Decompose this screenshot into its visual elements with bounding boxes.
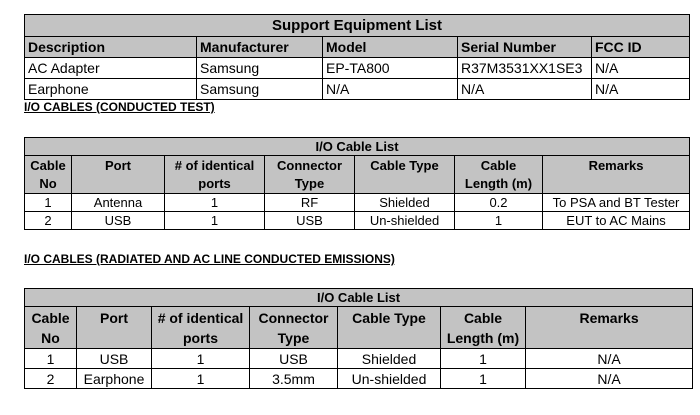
table-row [25,212,690,230]
column-header-cable-length: Cable Length (m) [441,307,526,349]
table-cell: Earphone [77,369,152,389]
column-header-cable-length: Cable Length (m) [455,156,543,194]
table-cell: EP-TA800 [323,58,458,79]
cable-list-title: I/O Cable List [25,138,690,156]
table-row [25,194,690,212]
column-header-serial-number: Serial Number [458,37,592,58]
table-cell: 1 [165,212,265,230]
cable-list-conducted-table [24,137,690,230]
table-cell: Earphone [25,79,197,100]
table-cell: EUT to AC Mains [543,212,690,230]
table-cell: Un-shielded [355,212,455,230]
cable-list-radiated-table [24,288,693,389]
table-cell: AC Adapter [25,58,197,79]
table-cell: 1 [152,369,250,389]
table-cell: USB [250,349,338,369]
table-cell: To PSA and BT Tester [543,194,690,212]
column-header-connector-type: Connector Type [250,307,338,349]
table-cell: Un-shielded [338,369,441,389]
column-header-model: Model [323,37,458,58]
column-header-fcc-id: FCC ID [592,37,690,58]
column-header-manufacturer: Manufacturer [197,37,323,58]
table-cell: 2 [25,212,72,230]
column-header-connector-type: Connector Type [265,156,355,194]
table-cell: N/A [592,79,690,100]
table-cell: USB [265,212,355,230]
column-header-remarks: Remarks [543,156,690,194]
table-cell: N/A [526,349,693,369]
column-header-cable-type: Cable Type [355,156,455,194]
column-header-identical-ports: # of identical ports [152,307,250,349]
table-cell: 1 [455,212,543,230]
table-row [25,58,690,79]
table-row [25,79,690,100]
support-equipment-title: Support Equipment List [25,15,690,37]
column-header-cable-type: Cable Type [338,307,441,349]
table-cell: 1 [165,194,265,212]
table-cell: 2 [25,369,77,389]
table-cell: N/A [592,58,690,79]
column-header-identical-ports: # of identical ports [165,156,265,194]
table-cell: Shielded [355,194,455,212]
table-cell: Shielded [338,349,441,369]
table-row [25,369,693,389]
table-cell: 1 [25,194,72,212]
column-header-cable-no: Cable No [25,307,77,349]
table-cell: 0.2 [455,194,543,212]
table-cell: USB [72,212,165,230]
table-cell: N/A [458,79,592,100]
column-header-port: Port [72,156,165,194]
table-cell: N/A [323,79,458,100]
table-cell: 1 [441,349,526,369]
column-header-port: Port [77,307,152,349]
support-equipment-table [24,14,690,100]
table-row [25,349,693,369]
table-cell: 3.5mm [250,369,338,389]
table-cell: 1 [25,349,77,369]
table-cell: R37M3531XX1SE3 [458,58,592,79]
table-cell: Samsung [197,79,323,100]
column-header-description: Description [25,37,197,58]
table-cell: RF [265,194,355,212]
table-cell: 1 [441,369,526,389]
table-cell: USB [77,349,152,369]
column-header-cable-no: Cable No [25,156,72,194]
table-cell: Antenna [72,194,165,212]
table-cell: 1 [152,349,250,369]
column-header-remarks: Remarks [526,307,693,349]
cable-list-title: I/O Cable List [25,289,693,307]
table-cell: Samsung [197,58,323,79]
section-heading-radiated: I/O CABLES (RADIATED AND AC LINE CONDUCTED EMISSIONS) [24,252,395,266]
table-cell: N/A [526,369,693,389]
section-heading-conducted: I/O CABLES (CONDUCTED TEST) [24,100,215,114]
